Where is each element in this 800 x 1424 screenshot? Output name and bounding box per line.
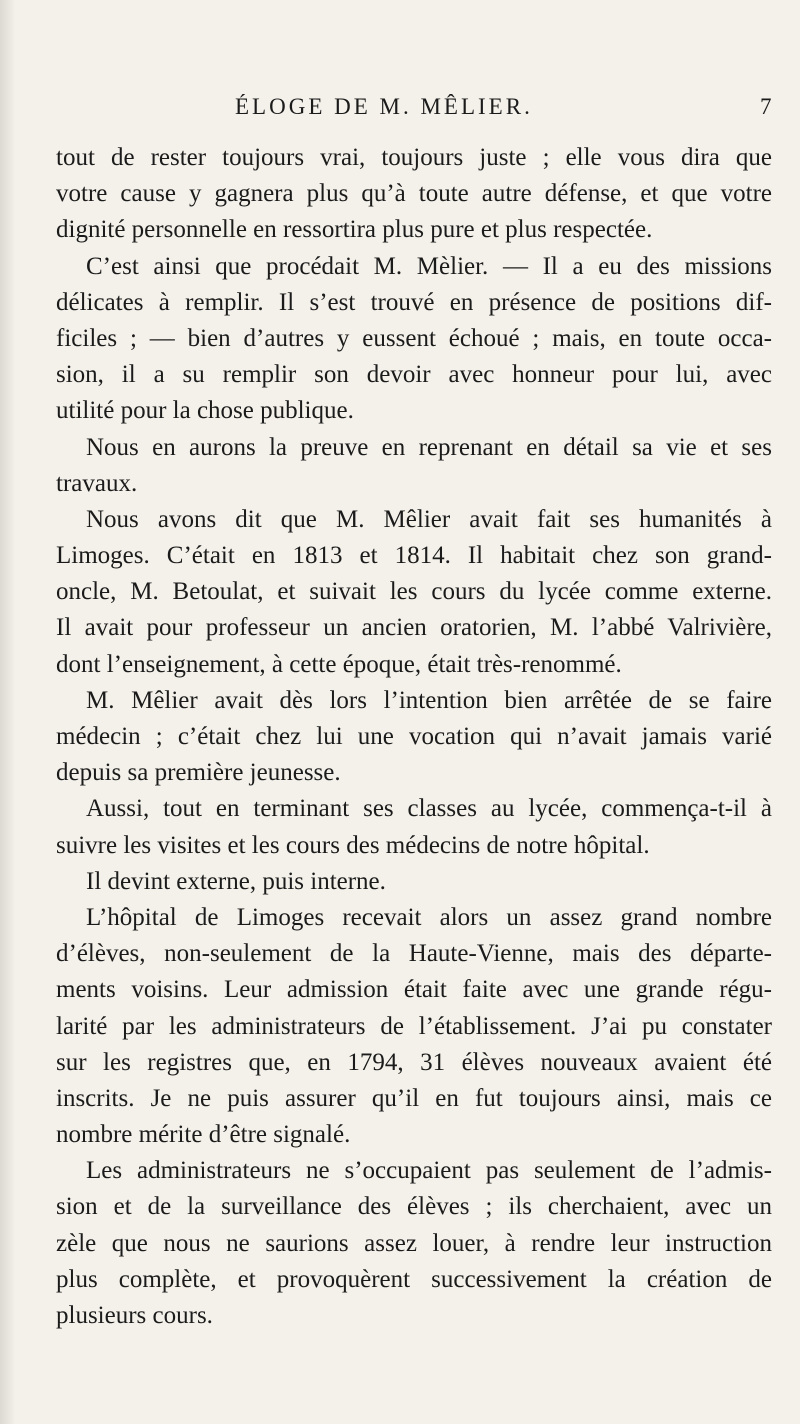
text-line: inscrits. Je ne puis assurer qu’il en fut toujours ainsi, mais ce: [56, 1084, 772, 1112]
text-line: L’hôpital de Limoges recevait alors un assez grand nombre: [86, 903, 772, 931]
text-line: depuis sa première jeunesse.: [56, 759, 341, 787]
text-line: Limoges. C’était en 1813 et 1814. Il habitait chez son grand-: [56, 542, 772, 570]
text-line: votre cause y gagnera plus qu’à toute autre défense, et que votre: [56, 180, 772, 208]
text-line: dont l’enseignement, à cette époque, était très-renommé.: [56, 650, 622, 678]
text-line: utilité pour la chose publique.: [56, 397, 354, 425]
page-number: 7: [760, 94, 772, 119]
text-line: d’élèves, non-seulement de la Haute-Vienne, mais des départe-: [56, 940, 772, 968]
body-text: [56, 140, 772, 1334]
text-line: médecin ; c’était chez lui une vocation qui n’avait jamais varié: [56, 723, 772, 750]
page-header: [0, 94, 800, 134]
text-line: Nous en aurons la preuve en reprenant en détail sa vie et ses: [86, 433, 772, 461]
text-line: Aussi, tout en terminant ses classes au lycée, commença-t-il à: [86, 795, 772, 823]
text-line: plusieurs cours.: [56, 1302, 213, 1329]
text-line: dignité personnelle en ressortira plus pure et plus respectée.: [56, 216, 653, 244]
text-line: tout de rester toujours vrai, toujours juste ; elle vous dira que: [56, 144, 772, 171]
text-line: délicates à remplir. Il s’est trouvé en présence de positions dif-: [56, 288, 772, 316]
text-line: oncle, M. Betoulat, et suivait les cours du lycée comme externe.: [56, 578, 772, 606]
text-line: suivre les visites et les cours des médecins de notre hôpital.: [56, 831, 650, 859]
text-line: ficiles ; — bien d’autres y eussent échoué ; mais, en toute occa-: [56, 324, 772, 352]
text-line: travaux.: [56, 469, 138, 497]
text-line: larité par les administrateurs de l’établissement. J’ai pu constater: [56, 1012, 772, 1040]
text-line: plus complète, et provoquèrent successivement la création de: [56, 1265, 772, 1293]
text-line: nombre mérite d’être signalé.: [56, 1121, 351, 1149]
text-line: zèle que nous ne saurions assez louer, à rendre leur instruction: [56, 1229, 772, 1257]
text-line: sion et de la surveillance des élèves ; ils cherchaient, avec un: [56, 1193, 772, 1221]
text-line: C’est ainsi que procédait M. Mèlier. — Il a eu des missions: [86, 252, 772, 280]
text-line: Les administrateurs ne s’occupaient pas seulement de l’admis-: [86, 1157, 772, 1185]
text-line: M. Mêlier avait dès lors l’intention bien arrêtée de se faire: [86, 686, 772, 714]
running-title: ÉLOGE DE M. MÊLIER.: [235, 94, 533, 119]
text-line: sion, il a su remplir son devoir avec honneur pour lui, avec: [56, 361, 772, 389]
text-line: Il avait pour professeur un ancien oratorien, M. l’abbé Valrivière,: [56, 614, 772, 642]
text-line: ments voisins. Leur admission était faite avec une grande régu-: [56, 976, 772, 1004]
page-gutter-shadow: [0, 0, 16, 1424]
text-line: sur les registres que, en 1794, 31 élèves nouveaux avaient été: [56, 1048, 772, 1076]
text-line: Il devint externe, puis interne.: [86, 867, 386, 895]
text-line: Nous avons dit que M. Mêlier avait fait ses humanités à: [86, 505, 772, 533]
